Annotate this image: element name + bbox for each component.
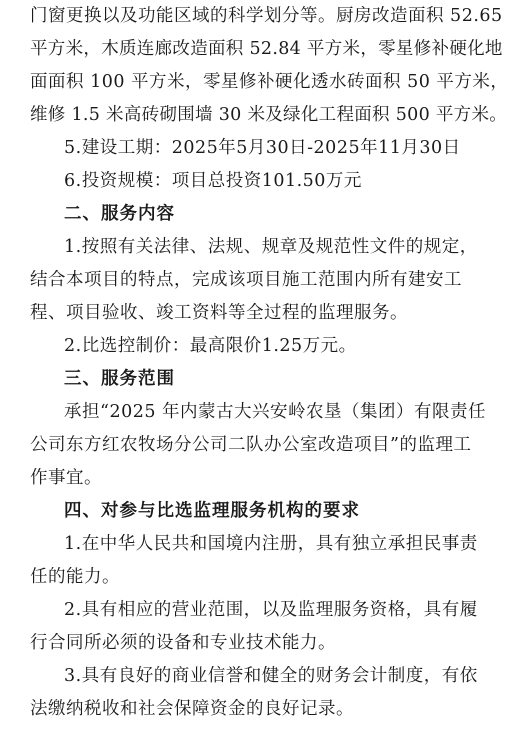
paragraph-line: 任的能力。 xyxy=(30,567,120,587)
paragraph-line: 2.比选控制价：最高限价1.25万元。 xyxy=(64,336,357,356)
paragraph-line: 法缴纳税收和社会保障资金的良好记录。 xyxy=(30,699,354,719)
paragraph-line: 5.建设工期：2025年5月30日-2025年11月30日 xyxy=(64,138,461,158)
paragraph-line: 平方米，木质连廊改造面积 52.84 平方米，零星修补硬化地 xyxy=(30,39,503,59)
paragraph-line: 1.按照有关法律、法规、规章及规范性文件的规定， xyxy=(64,237,478,257)
section-heading-service-scope: 三、服务范围 xyxy=(64,369,175,389)
paragraph-line: 1.在中华人民共和国境内注册，具有独立承担民事责 xyxy=(64,534,478,554)
section-heading-service-content: 二、服务内容 xyxy=(64,204,175,224)
paragraph-line: 3.具有良好的商业信誉和健全的财务会计制度，有依 xyxy=(64,666,478,686)
paragraph-line: 承担“2025 年内蒙古大兴安岭农垦（集团）有限责任 xyxy=(64,402,487,422)
paragraph-line: 6.投资规模：项目总投资101.50万元 xyxy=(64,171,362,191)
paragraph-line: 公司东方红农牧场分公司二队办公室改造项目”的监理工 xyxy=(30,435,472,455)
paragraph-line: 作事宜。 xyxy=(30,468,102,488)
paragraph-line: 维修 1.5 米高砖砌围墙 30 米及绿化工程面积 500 平方米。 xyxy=(30,105,508,125)
paragraph-line: 门窗更换以及功能区域的科学划分等。厨房改造面积 52.65 xyxy=(30,6,503,26)
section-heading-requirements: 四、对参与比选监理服务机构的要求 xyxy=(64,501,360,521)
paragraph-line: 行合同所必须的设备和专业技术能力。 xyxy=(30,633,336,653)
paragraph-line: 2.具有相应的营业范围，以及监理服务资格，具有履 xyxy=(64,600,478,620)
paragraph-line: 面面积 100 平方米，零星修补硬化透水砖面积 50 平方米， xyxy=(30,72,509,92)
paragraph-line: 结合本项目的特点，完成该项目施工范围内所有建安工 xyxy=(30,270,462,290)
paragraph-line: 程、项目验收、竣工资料等全过程的监理服务。 xyxy=(30,303,408,323)
